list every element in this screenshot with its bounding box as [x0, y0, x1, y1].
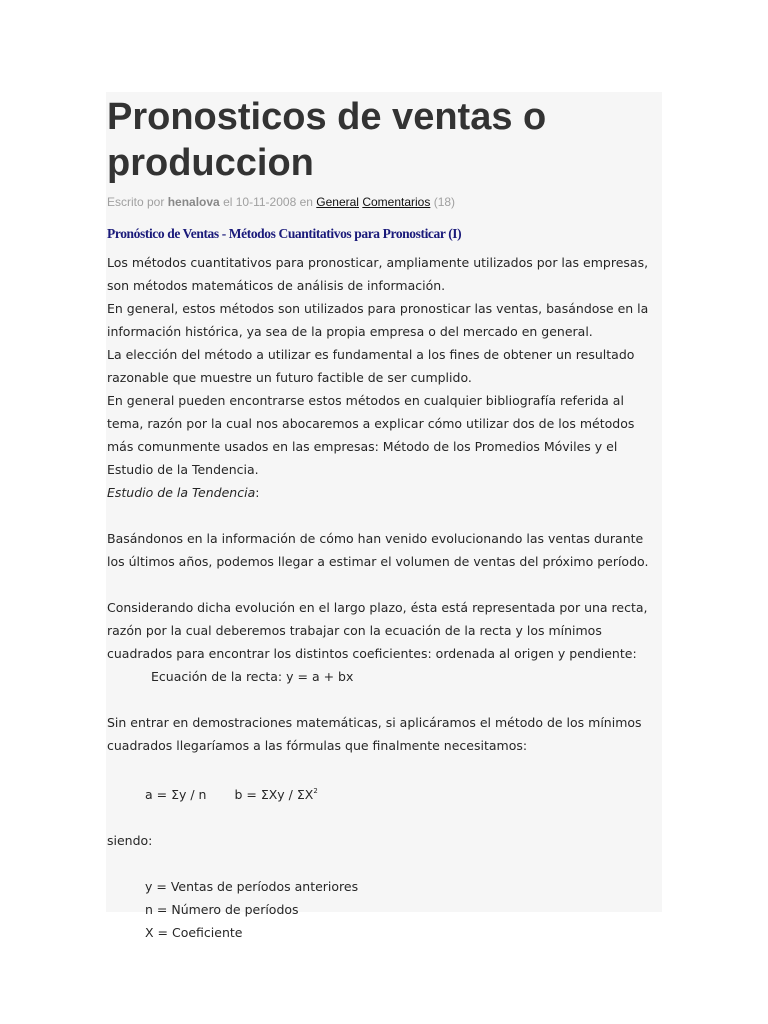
definition-item: X = Coeficiente [145, 925, 243, 940]
section-heading-text: Estudio de la Tendencia [107, 485, 256, 500]
article-body [107, 251, 663, 944]
definition-item: n = Número de períodos [145, 902, 299, 917]
formula-a: a = Σy / n [145, 787, 207, 802]
article-subtitle: Pronóstico de Ventas - Métodos Cuantitativos para Pronosticar (I) [107, 226, 462, 241]
paragraph: Considerando dicha evolución en el largo plazo, ésta está representada por una recta, razón por la cual deberemos trabajar con la ecuación de la recta y los mínimos cuadrados para encontrar los distintos coeficientes: ordenada al origen y pendiente: [107, 600, 648, 661]
paragraph: Basándonos en la información de cómo han venido evolucionando las ventas durante los últimos años, podemos llegar a estimar el volumen de ventas del próximo período. [107, 531, 649, 569]
comments-count: (18) [433, 195, 456, 209]
section-heading: Estudio de la Tendencia: [107, 485, 260, 500]
category-link[interactable]: General [316, 195, 359, 209]
formulas [107, 780, 663, 806]
siendo-label: siendo: [107, 833, 153, 848]
article-meta [107, 194, 663, 210]
paragraph: Los métodos cuantitativos para pronosticar, ampliamente utilizados por las empresas, son métodos matemáticos de análisis de información. [107, 255, 649, 293]
paragraph: La elección del método a utilizar es fundamental a los fines de obtener un resultado razonable que muestre un futuro factible de ser cumplido. [107, 347, 635, 385]
author-name: henalova [167, 195, 220, 209]
equation-line: Ecuación de la recta: y = a + bx [151, 669, 354, 684]
post-date: el 10-11-2008 en [223, 195, 313, 209]
formula-b: b = ΣXy / ΣX [234, 787, 314, 802]
comments-link[interactable]: Comentarios [362, 195, 431, 209]
definition-item: y = Ventas de períodos anteriores [145, 879, 359, 894]
paragraph: En general pueden encontrarse estos métodos en cualquier bibliografía referida al tema, razón por la cual nos abocaremos a explicar cómo utilizar dos de los métodos más comunmente usados en las empresas: Método de los Promedios Móviles y el Estudio de la Tendencia. [107, 393, 635, 477]
written-by-prefix: Escrito por [107, 195, 165, 209]
page-title: Pronosticos de ventas o produccion [107, 96, 547, 184]
paragraph: En general, estos métodos son utilizados para pronosticar las ventas, basándose en la información histórica, ya sea de la propia empresa o del mercado en general. [107, 301, 649, 339]
paragraph: Sin entrar en demostraciones matemáticas, si aplicáramos el método de los mínimos cuadrados llegaríamos a las fórmulas que finalmente necesitamos: [107, 715, 642, 753]
formula-b-exponent: 2 [313, 787, 318, 795]
article [107, 92, 663, 944]
